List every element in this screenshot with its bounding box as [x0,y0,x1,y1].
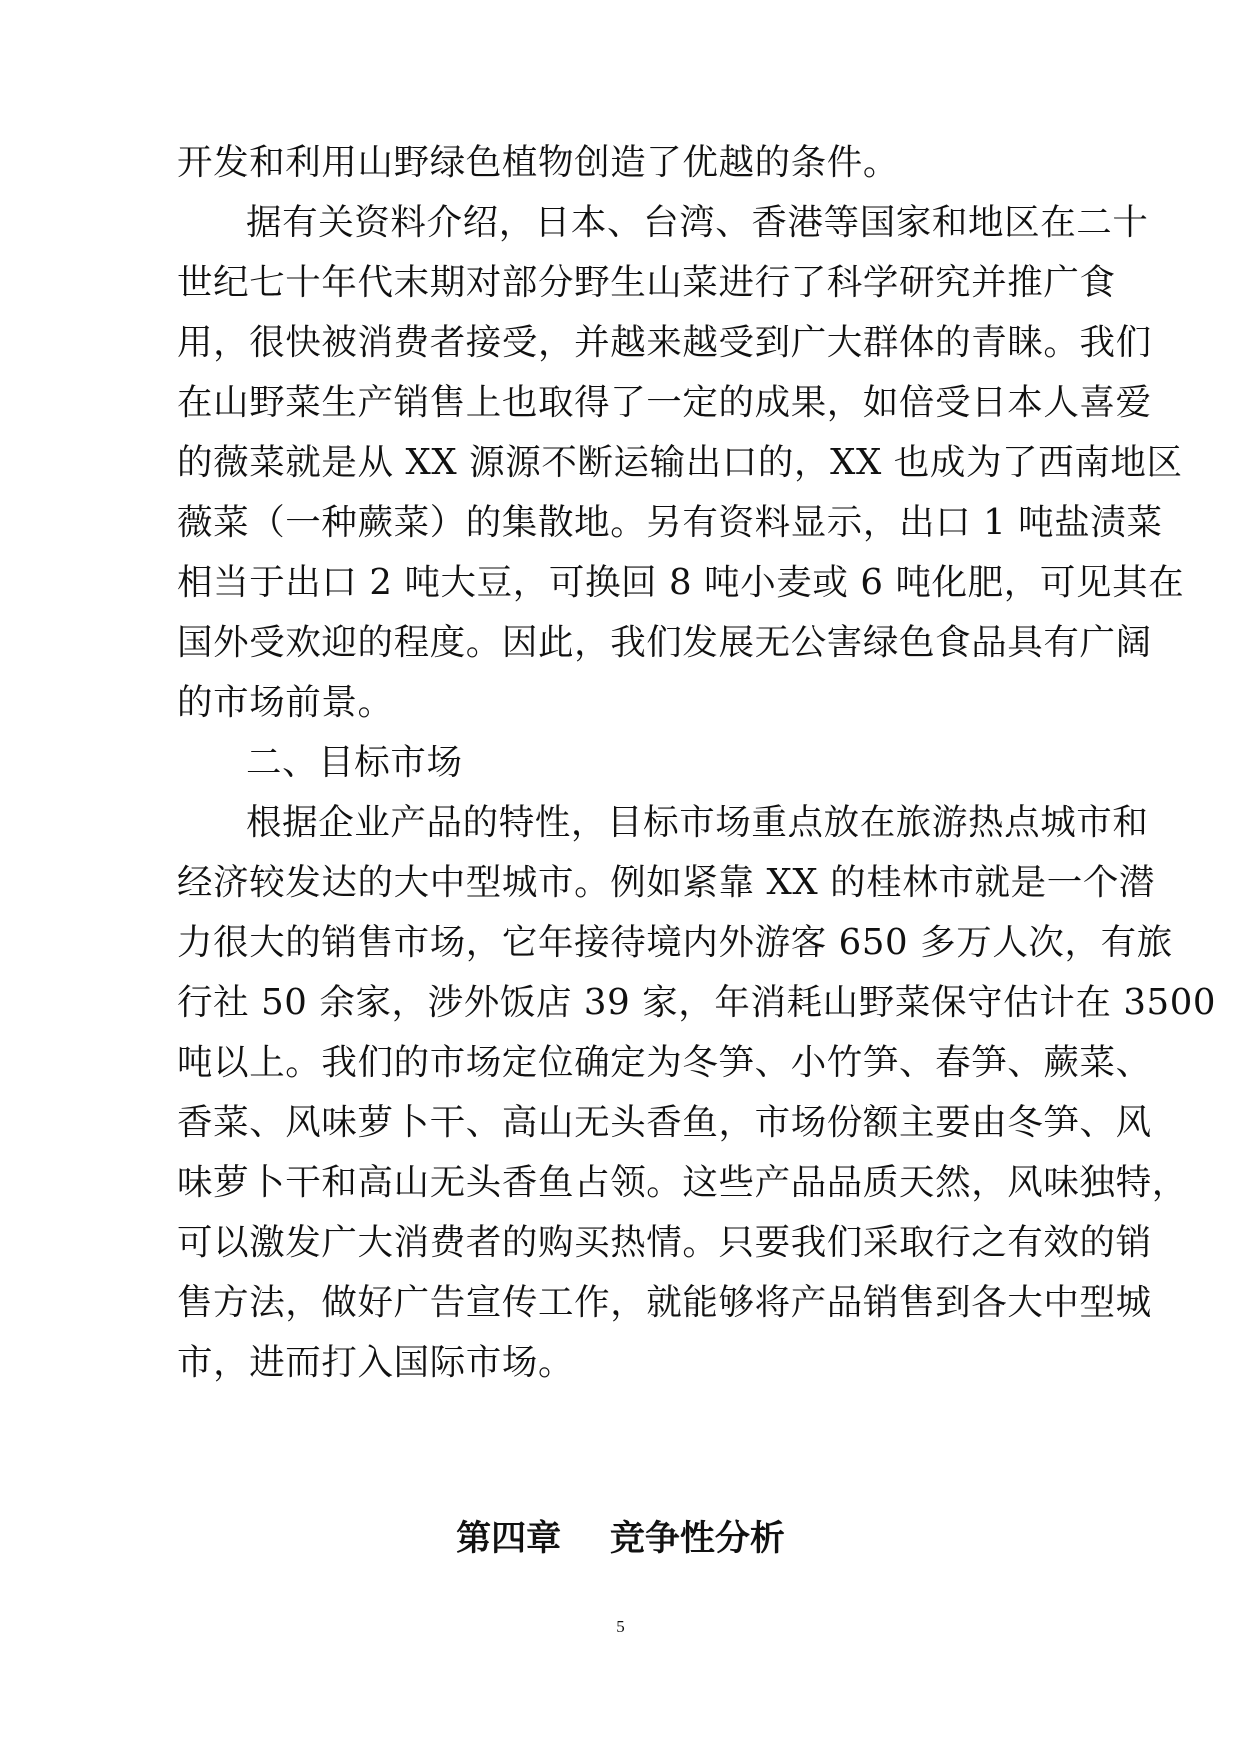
paragraph-line: 用，很快被消费者接受，并越来越受到广大群体的青睐。我们 [177,322,1152,363]
paragraph-line: 吨以上。我们的市场定位确定为冬笋、小竹笋、春笋、蕨菜、 [177,1042,1152,1083]
paragraph-line: 开发和利用山野绿色植物创造了优越的条件。 [177,142,900,183]
paragraph-line: 薇菜（一种蕨菜）的集散地。另有资料显示，出口 1 吨盐渍菜 [177,502,1163,543]
chapter-heading: 第四章 竞争性分析 [456,1519,785,1559]
paragraph-line: 可以激发广大消费者的购买热情。只要我们采取行之有效的销 [177,1222,1152,1263]
paragraph-line: 相当于出口 2 吨大豆，可换回 8 吨小麦或 6 吨化肥，可见其在 [177,562,1185,603]
paragraph-line: 味萝卜干和高山无头香鱼占领。这些产品品质天然，风味独特， [177,1162,1188,1203]
paragraph-line: 根据企业产品的特性，目标市场重点放在旅游热点城市和 [246,802,1149,843]
page-number: 5 [616,1617,625,1636]
paragraph-line: 据有关资料介绍，日本、台湾、香港等国家和地区在二十 [246,202,1149,243]
paragraph-line: 国外受欢迎的程度。因此，我们发展无公害绿色食品具有广阔 [177,622,1152,663]
paragraph-line: 的市场前景。 [177,682,394,723]
paragraph-line: 行社 50 余家，涉外饭店 39 家，年消耗山野菜保守估计在 3500 [177,982,1217,1023]
paragraph-line: 香菜、风味萝卜干、高山无头香鱼，市场份额主要由冬笋、风 [177,1102,1152,1143]
paragraph-line: 在山野菜生产销售上也取得了一定的成果，如倍受日本人喜爱 [177,382,1152,423]
paragraph-line: 的薇菜就是从 XX 源源不断运输出口的，XX 也成为了西南地区 [177,442,1183,483]
paragraph-line: 世纪七十年代末期对部分野生山菜进行了科学研究并推广食 [177,262,1116,303]
paragraph-line: 售方法，做好广告宣传工作，就能够将产品销售到各大中型城 [177,1282,1152,1323]
paragraph-line: 经济较发达的大中型城市。例如紧靠 XX 的桂林市就是一个潜 [177,862,1156,903]
paragraph-line: 力很大的销售市场，它年接待境内外游客 650 多万人次，有旅 [177,922,1173,963]
section-heading: 二、目标市场 [246,742,463,783]
paragraph-line: 市，进而打入国际市场。 [177,1342,575,1383]
